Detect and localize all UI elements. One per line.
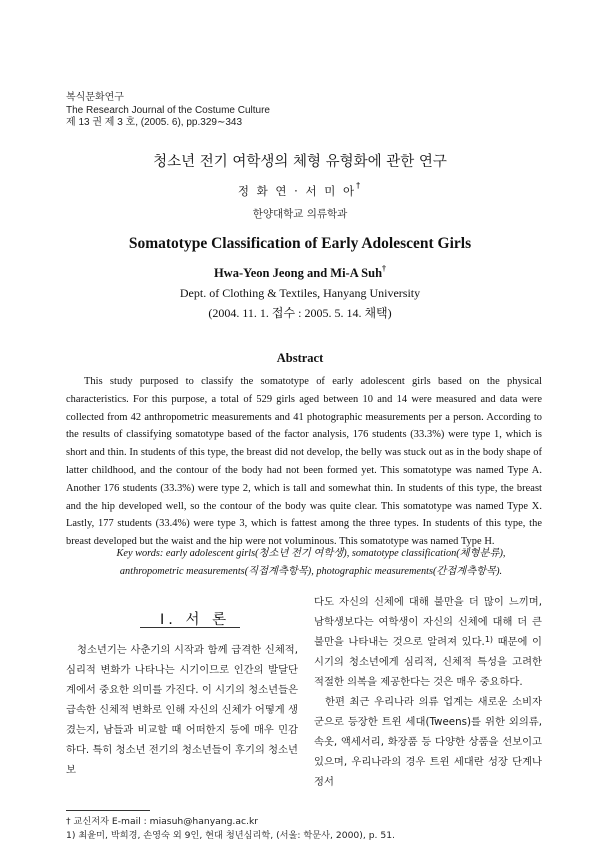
keywords: Key words: early adolescent girls(청소년 전기 여학생), somatotype classification(체형분류), anthropometric measurements(직접계측항목), photographic measurements(간접계측항목). [116, 548, 506, 577]
intro-continued-text: 다도 자신의 신체에 대해 불만을 더 많이 느끼며, 남학생보다는 여학생이 자신의 신체에 대해 더 큰 불만을 나타내는 것으로 알려져 있다. [314, 596, 542, 648]
section-heading-introduction: Ⅰ. 서 론 [160, 612, 231, 628]
left-column [66, 640, 298, 780]
intro-paragraph-1-continued [314, 592, 542, 692]
footnote-divider [66, 810, 150, 811]
affiliation-korean: 한양대학교 의류학과 [252, 208, 348, 220]
intro-paragraph-1: 청소년기는 사춘기의 시작과 함께 급격한 신체적, 심리적 변화가 나타나는 시기이므로 인간의 발달단계에서 중요한 의미를 가진다. 이 시기의 청소년들은 급속한 신체적 변화로 인해 자신의 신체가 어떻게 생겼는지, 남들과 비교할 때 어떠한지 등에 매우 민감하다. 특히 청소년 전기의 청소년들이 후기의 청소년보 [66, 644, 298, 776]
abstract-heading: Abstract [276, 351, 324, 365]
intro-paragraph-2: 한편 최근 우리나라 의류 업계는 새로운 소비자군으로 등장한 트윈 세대(Tweens)를 위한 외의류, 속옷, 액세서리, 화장품 등 다양한 상품을 선보이고 있으며, 우리나라의 경우 트윈 세대란 성장 단계나 정서 [314, 696, 542, 788]
right-column [314, 592, 542, 792]
authors-english-names: Hwa-Yeon Jeong and Mi-A Suh [213, 266, 383, 280]
footnote-ref-1: 1) [484, 635, 494, 644]
journal-header [66, 92, 270, 130]
abstract-body: This study purposed to classify the somatotype of early adolescent girls based on the physical characteristics. For this purpose, a total of 529 girls aged between 10 and 14 were measured and data were collected from 42 anthropometric measurements and 41 photographic measurements per a person. According to the results of classifying somatotype based of the factor analysis, 176 students (33.3%) were type 1, which is short and thin. In students of this type, the breast did not develop, the belly was stuck out as in the body shape of latter childhood, and the contour of the body had not been formed yet. This somatotype was named Type A. Another 176 students (33.3%) were type 2, which is tall and somewhat thin. In students of this type, the breast and the hip developed well, so the contour of the body was quite clear. This somatotype was named Type X. Lastly, 177 students (33.4%) were type 3, which is fattest among the three types. In students of this type, the breast developed but the waist and the hip were not voluminous. This somatotype was named Type H. [66, 376, 542, 548]
journal-issue: 제 13 권 제 3 호, (2005. 6), pp.329∼343 [66, 117, 243, 128]
authors-english [0, 266, 600, 281]
journal-name-en: The Research Journal of the Costume Culture [66, 104, 270, 116]
corresponding-mark-en: † [382, 264, 387, 273]
journal-name-ko: 복식문화연구 [66, 92, 124, 103]
title-korean: 청소년 전기 여학생의 체형 유형화에 관한 연구 [153, 154, 447, 170]
received-accepted-dates: (2004. 11. 1. 접수 : 2005. 5. 14. 채택) [208, 306, 392, 320]
affiliation-english: Dept. of Clothing & Textiles, Hanyang University [179, 286, 421, 300]
corresponding-mark: † [356, 181, 363, 190]
authors-korean [0, 183, 600, 199]
footnote-reference-1: 1) 최윤미, 박희경, 손영숙 외 9인, 현대 청년심리학, (서울: 학문사, 2000), p. 51. [66, 830, 395, 841]
intro-continued-tail: 때문에 이 시기의 청소년에게 심리적, 신체적 특성을 고려한 적절한 의복을 제공한다는 것은 매우 중요하다. [314, 636, 542, 688]
footnote-corresponding: † 교신저자 E-mail : miasuh@hanyang.ac.kr [66, 816, 259, 827]
section-heading-underline [140, 627, 240, 628]
title-english: Somatotype Classification of Early Adolescent Girls [128, 235, 472, 252]
authors-korean-names: 정 화 연 · 서 미 아 [237, 184, 357, 198]
